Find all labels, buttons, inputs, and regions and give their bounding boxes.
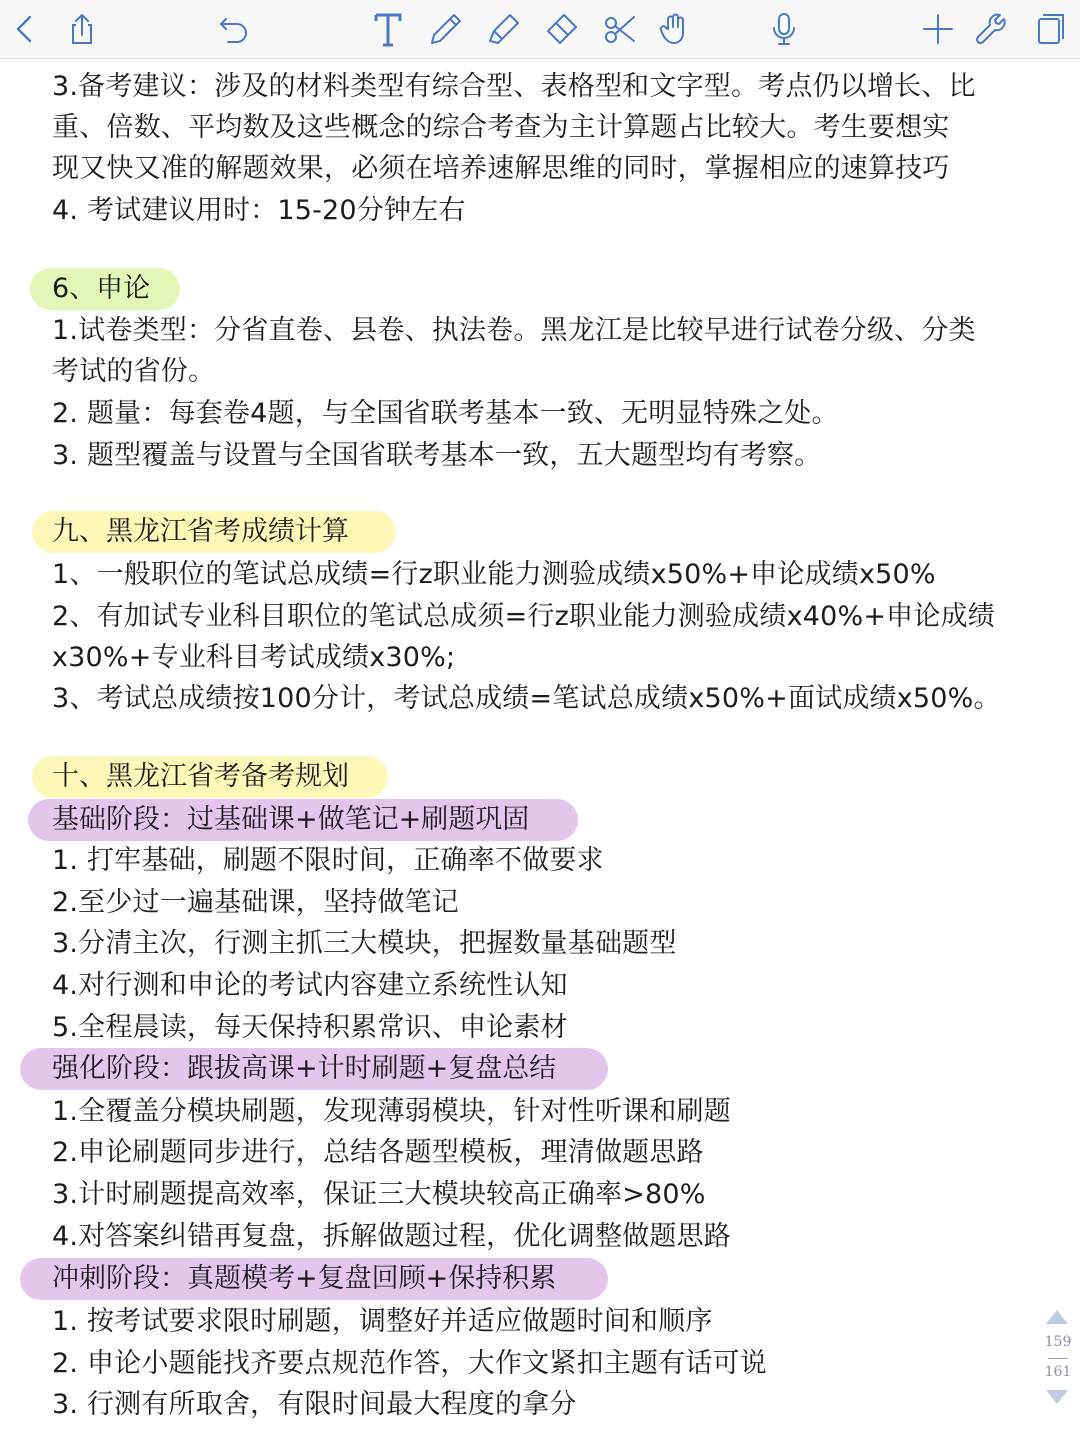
text-line: 3、考试总成绩按100分计，考试总成绩=笔试总成绩x50%+面试成绩x50%。 [52, 683, 1001, 714]
toolbar [0, 0, 1080, 59]
text-line: 1、一般职位的笔试总成绩=行z职业能力测验成绩x50%+申论成绩x50% [52, 559, 936, 590]
undo-icon[interactable] [210, 6, 258, 52]
text-line: 1. 按考试要求限时刷题，调整好并适应做题时间和顺序 [52, 1306, 713, 1337]
text-line: 3. 题型覆盖与设置与全国省联考基本一致，五大题型均有考察。 [52, 440, 822, 471]
text-line: 3. 行测有所取舍，有限时间最大程度的拿分 [52, 1389, 577, 1420]
text-line: 4. 考试建议用时：15-20分钟左右 [52, 195, 466, 226]
add-icon[interactable] [914, 6, 962, 52]
section-heading: 6、申论 [52, 273, 151, 304]
back-chevron-icon[interactable] [0, 6, 48, 52]
microphone-icon[interactable] [760, 6, 808, 52]
text-line: 2.申论刷题同步进行，总结各题型模板，理清做题思路 [52, 1137, 704, 1168]
pages-icon[interactable] [1024, 6, 1072, 52]
page-navigator [1040, 1306, 1080, 1416]
text-line: x30%+专业科目考试成绩x30%; [52, 642, 456, 673]
pen-icon[interactable] [422, 6, 470, 52]
text-line: 重、倍数、平均数及这些概念的综合考查为主计算题占比较大。考生要想实 [52, 112, 950, 143]
total-page-number: 161 [1044, 1364, 1072, 1380]
text-line: 2.至少过一遍基础课，坚持做笔记 [52, 887, 459, 918]
text-line: 3.备考建议：涉及的材料类型有综合型、表格型和文字型。考点仍以增长、比 [52, 71, 976, 102]
text-line: 2、有加试专业科目职位的笔试总成须=行z职业能力测验成绩x40%+申论成绩 [52, 601, 995, 632]
stage-heading: 冲刺阶段：真题模考+复盘回顾+保持积累 [52, 1263, 557, 1294]
page-down-icon[interactable] [1046, 1390, 1068, 1404]
text-tool-icon[interactable] [364, 6, 412, 52]
text-line: 4.对行测和申论的考试内容建立系统性认知 [52, 970, 568, 1001]
scissors-icon[interactable] [596, 6, 644, 52]
stage-heading: 强化阶段：跟拔高课+计时刷题+复盘总结 [52, 1053, 557, 1084]
section-heading: 九、黑龙江省考成绩计算 [52, 516, 349, 547]
share-icon[interactable] [58, 6, 106, 52]
text-line: 考试的省份。 [52, 356, 216, 387]
eraser-icon[interactable] [538, 6, 586, 52]
text-line: 2. 申论小题能找齐要点规范作答，大作文紧扣主题有话可说 [52, 1348, 767, 1379]
wrench-icon[interactable] [968, 6, 1016, 52]
text-line: 5.全程晨读，每天保持积累常识、申论素材 [52, 1012, 568, 1043]
current-page-number: 159 [1044, 1334, 1072, 1350]
text-line: 1.试卷类型：分省直卷、县卷、执法卷。黑龙江是比较早进行试卷分级、分类 [52, 315, 976, 346]
highlighter-icon[interactable] [480, 6, 528, 52]
text-line: 2. 题量：每套卷4题，与全国省联考基本一致、无明显特殊之处。 [52, 398, 839, 429]
text-line: 3.计时刷题提高效率，保证三大模块较高正确率>80% [52, 1179, 706, 1210]
hand-pointer-icon[interactable] [650, 6, 698, 52]
text-line: 1. 打牢基础，刷题不限时间，正确率不做要求 [52, 845, 604, 876]
text-line: 4.对答案纠错再复盘，拆解做题过程，优化调整做题思路 [52, 1221, 731, 1252]
document-page [0, 58, 1080, 1440]
page-up-icon[interactable] [1046, 1310, 1068, 1324]
text-line: 1.全覆盖分模块刷题，发现薄弱模块，针对性听课和刷题 [52, 1096, 731, 1127]
section-heading: 十、黑龙江省考备考规划 [52, 761, 349, 792]
text-line: 3.分清主次，行测主抓三大模块，把握数量基础题型 [52, 928, 677, 959]
text-line: 现又快又准的解题效果，必须在培养速解思维的同时，掌握相应的速算技巧 [52, 153, 950, 184]
stage-heading: 基础阶段：过基础课+做笔记+刷题巩固 [52, 804, 530, 835]
page-divider [1048, 1358, 1068, 1359]
